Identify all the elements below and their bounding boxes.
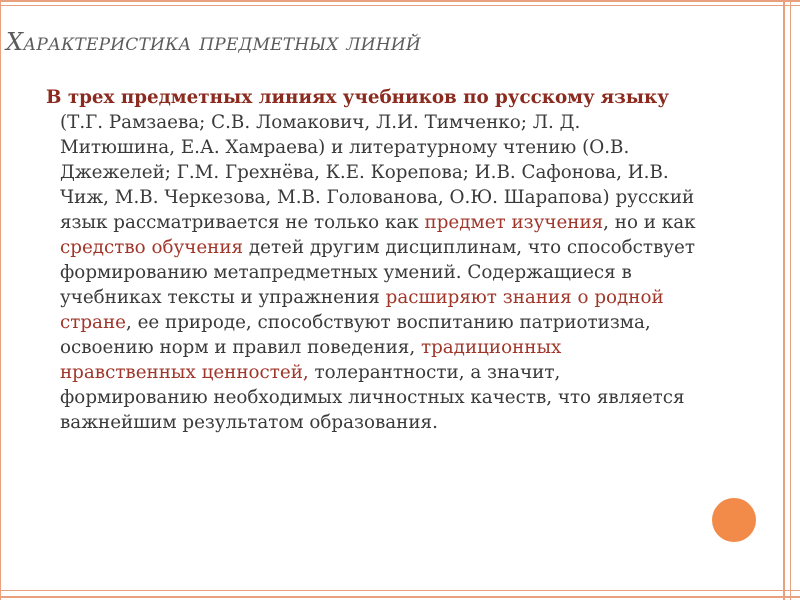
highlight-traditional-values: традиционных нравственных ценностей,	[60, 337, 562, 383]
lead-text-continuation: языку	[600, 87, 669, 108]
frame-left-line	[0, 0, 1, 600]
slide-title: Характеристика предметных линий	[6, 28, 421, 56]
body-text-4: , ее природе, способствуют воспитанию патриотизма, освоению норм и правил поведения,	[60, 312, 651, 358]
frame-right-inner-line	[790, 0, 791, 600]
frame-bottom-line	[0, 596, 800, 598]
body-text-3: детей другим дисциплинам, что способствует формированию метапредметных умений. Содержащиеся в учебниках тексты и упражнения	[60, 237, 695, 308]
frame-bottom-inner-line	[0, 590, 800, 591]
slide-body-paragraph	[46, 85, 700, 435]
highlight-means-of-learning: средство обучения	[60, 237, 244, 258]
body-text-1: (Т.Г. Рамзаева; С.В. Ломакович, Л.И. Тимченко; Л. Д. Митюшина, Е.А. Хамраева) и литературному чтению (О.В. Джежелей; Г.М. Грехнёва, К.Е. Корепова; И.В. Сафонова, И.В. Чиж, М.В. Черкезова, М.В. Голованова, О.Ю. Шарапова) русский язык рассматривается не только как	[60, 112, 695, 233]
highlight-subject-of-study: предмет изучения	[424, 212, 604, 233]
highlight-knowledge-of-homeland: расширяют знания о родной стране	[60, 287, 664, 333]
body-text-2: , но и как	[603, 212, 696, 233]
lead-text: В трех предметных линиях учебников по русскому	[46, 87, 595, 108]
decorative-orange-circle	[712, 498, 756, 542]
body-text-5: толерантности, а значит, формированию необходимых личностных качеств, что является важнейшим результатом образования.	[60, 362, 685, 433]
frame-right-line	[783, 0, 785, 600]
frame-top-line	[0, 0, 800, 2]
frame-top-inner-line	[0, 5, 800, 6]
